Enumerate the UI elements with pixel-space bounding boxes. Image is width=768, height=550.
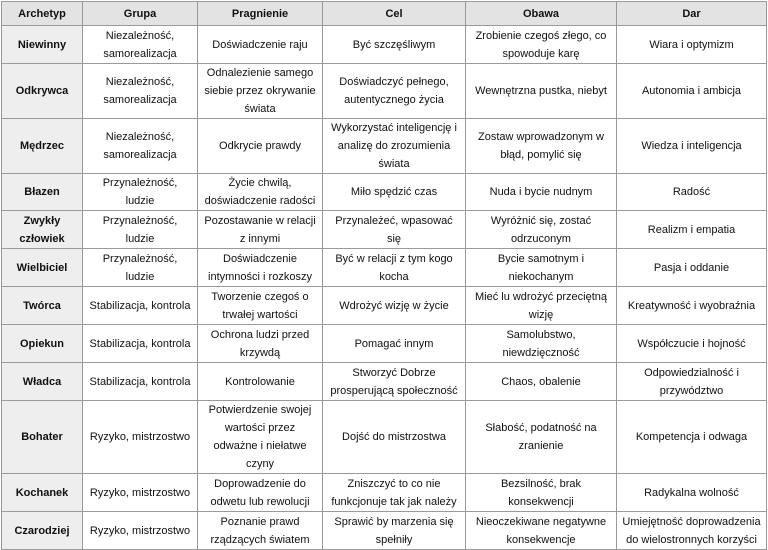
cell-cel: Być w relacji z tym kogo kocha — [323, 249, 466, 287]
cell-obawa: Nieoczekiwane negatywne konsekwencje — [466, 512, 617, 550]
archetype-name: Niewinny — [2, 26, 83, 64]
cell-pragnienie: Doświadczenie intymności i rozkoszy — [198, 249, 323, 287]
cell-pragnienie: Doprowadzenie do odwetu lub rewolucji — [198, 474, 323, 512]
table-row — [2, 174, 767, 211]
header-row — [2, 2, 767, 26]
cell-pragnienie: Tworzenie czegoś o trwałej wartości — [198, 287, 323, 325]
cell-dar: Kompetencja i odwaga — [617, 401, 767, 474]
archetype-name: Odkrywca — [2, 64, 83, 119]
table-row — [2, 287, 767, 325]
cell-dar: Kreatywność i wyobraźnia — [617, 287, 767, 325]
cell-dar: Współczucie i hojność — [617, 325, 767, 363]
archetype-name: Twórca — [2, 287, 83, 325]
cell-grupa: Stabilizacja, kontrola — [83, 325, 198, 363]
cell-grupa: Ryzyko, mistrzostwo — [83, 401, 198, 474]
table-row — [2, 363, 767, 401]
header-dar: Dar — [617, 2, 767, 26]
cell-obawa: Wewnętrzna pustka, niebyt — [466, 64, 617, 119]
archetype-name: Czarodziej — [2, 512, 83, 550]
table-body — [2, 26, 767, 550]
cell-cel: Sprawić by marzenia się spełniły — [323, 512, 466, 550]
archetype-name: Mędrzec — [2, 119, 83, 174]
cell-pragnienie: Odnalezienie samego siebie przez okrywanie świata — [198, 64, 323, 119]
header-cel: Cel — [323, 2, 466, 26]
cell-obawa: Nuda i bycie nudnym — [466, 174, 617, 211]
cell-obawa: Bycie samotnym i niekochanym — [466, 249, 617, 287]
cell-pragnienie: Pozostawanie w relacji z innymi — [198, 211, 323, 249]
cell-obawa: Zrobienie czegoś złego, co spowoduje karę — [466, 26, 617, 64]
cell-grupa: Niezależność, samorealizacja — [83, 119, 198, 174]
cell-cel: Być szczęśliwym — [323, 26, 466, 64]
cell-cel: Pomagać innym — [323, 325, 466, 363]
cell-pragnienie: Kontrolowanie — [198, 363, 323, 401]
cell-cel: Dojść do mistrzostwa — [323, 401, 466, 474]
archetype-name: Opiekun — [2, 325, 83, 363]
table-row — [2, 26, 767, 64]
cell-grupa: Przynależność, ludzie — [83, 174, 198, 211]
table-row — [2, 119, 767, 174]
table-row — [2, 325, 767, 363]
table-row — [2, 249, 767, 287]
table-row — [2, 401, 767, 474]
cell-pragnienie: Doświadczenie raju — [198, 26, 323, 64]
cell-cel: Zniszczyć to co nie funkcjonuje tak jak należy — [323, 474, 466, 512]
table-row — [2, 64, 767, 119]
cell-grupa: Przynależność, ludzie — [83, 249, 198, 287]
cell-obawa: Samolubstwo, niewdzięczność — [466, 325, 617, 363]
header-grupa: Grupa — [83, 2, 198, 26]
archetype-name: Zwykły człowiek — [2, 211, 83, 249]
cell-grupa: Ryzyko, mistrzostwo — [83, 474, 198, 512]
table-header — [2, 2, 767, 26]
cell-cel: Wykorzystać inteligencję i analizę do zrozumienia świata — [323, 119, 466, 174]
cell-obawa: Zostaw wprowadzonym w błąd, pomylić się — [466, 119, 617, 174]
cell-dar: Wiedza i inteligencja — [617, 119, 767, 174]
archetype-name: Wielbiciel — [2, 249, 83, 287]
cell-obawa: Wyróżnić się, zostać odrzuconym — [466, 211, 617, 249]
cell-cel: Wdrożyć wizję w życie — [323, 287, 466, 325]
table-row — [2, 474, 767, 512]
cell-grupa: Przynależność, ludzie — [83, 211, 198, 249]
cell-pragnienie: Odkrycie prawdy — [198, 119, 323, 174]
cell-grupa: Stabilizacja, kontrola — [83, 363, 198, 401]
archetype-name: Bohater — [2, 401, 83, 474]
cell-grupa: Niezależność, samorealizacja — [83, 64, 198, 119]
table-row — [2, 211, 767, 249]
cell-grupa: Ryzyko, mistrzostwo — [83, 512, 198, 550]
cell-pragnienie: Ochrona ludzi przed krzywdą — [198, 325, 323, 363]
cell-dar: Radykalna wolność — [617, 474, 767, 512]
cell-pragnienie: Poznanie prawd rządzących światem — [198, 512, 323, 550]
cell-dar: Umiejętność doprowadzenia do wielostronnych korzyści — [617, 512, 767, 550]
cell-obawa: Bezsilność, brak konsekwencji — [466, 474, 617, 512]
cell-obawa: Mieć lu wdrożyć przeciętną wizję — [466, 287, 617, 325]
cell-obawa: Chaos, obalenie — [466, 363, 617, 401]
cell-dar: Odpowiedzialność i przywództwo — [617, 363, 767, 401]
cell-grupa: Stabilizacja, kontrola — [83, 287, 198, 325]
cell-pragnienie: Potwierdzenie swojej wartości przez odważne i niełatwe czyny — [198, 401, 323, 474]
header-archetyp: Archetyp — [2, 2, 83, 26]
cell-obawa: Słabość, podatność na zranienie — [466, 401, 617, 474]
cell-cel: Doświadczyć pełnego, autentycznego życia — [323, 64, 466, 119]
cell-cel: Przynależeć, wpasować się — [323, 211, 466, 249]
archetypes-table — [1, 1, 767, 550]
header-pragnienie: Pragnienie — [198, 2, 323, 26]
archetype-name: Błazen — [2, 174, 83, 211]
cell-dar: Autonomia i ambicja — [617, 64, 767, 119]
cell-dar: Pasja i oddanie — [617, 249, 767, 287]
cell-grupa: Niezależność, samorealizacja — [83, 26, 198, 64]
cell-dar: Realizm i empatia — [617, 211, 767, 249]
cell-pragnienie: Życie chwilą, doświadczenie radości — [198, 174, 323, 211]
cell-cel: Miło spędzić czas — [323, 174, 466, 211]
cell-dar: Radość — [617, 174, 767, 211]
archetype-name: Władca — [2, 363, 83, 401]
cell-cel: Stworzyć Dobrze prosperującą społeczność — [323, 363, 466, 401]
header-obawa: Obawa — [466, 2, 617, 26]
table-row — [2, 512, 767, 550]
archetype-name: Kochanek — [2, 474, 83, 512]
cell-dar: Wiara i optymizm — [617, 26, 767, 64]
